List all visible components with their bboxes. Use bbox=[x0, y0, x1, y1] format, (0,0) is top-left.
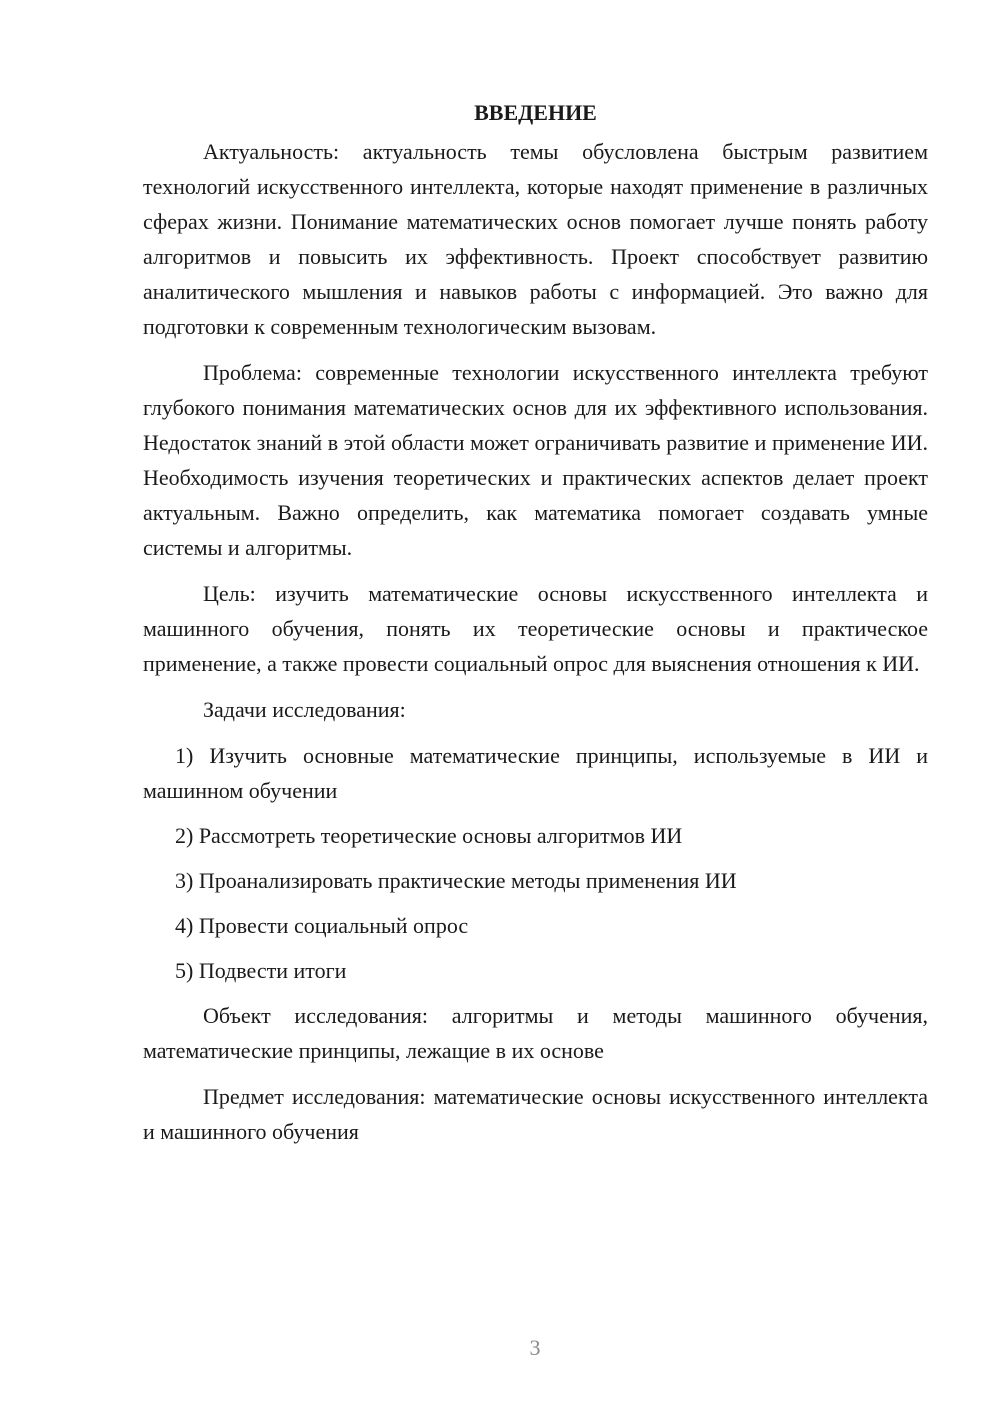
task-item: 5) Подвести итоги bbox=[175, 958, 347, 983]
tasks-list bbox=[143, 738, 928, 988]
document-page bbox=[143, 95, 928, 1160]
subject-paragraph: Предмет исследования: математические основы искусственного интеллекта и машинного обучения bbox=[143, 1084, 928, 1144]
goal-paragraph: Цель: изучить математические основы искусственного интеллекта и машинного обучения, понять их теоретические основы и практическое применение, а также провести социальный опрос для выяснения отношения к ИИ. bbox=[143, 581, 928, 676]
relevance-paragraph: Актуальность: актуальность темы обусловлена быстрым развитием технологий искусственного интеллекта, которые находят применение в различных сферах жизни. Понимание математических основ помогает лучше понять работу алгоритмов и повысить их эффективность. Проект способствует развитию аналитического мышления и навыков работы с информацией. Это важно для подготовки к современным технологическим вызовам. bbox=[143, 139, 928, 339]
object-paragraph: Объект исследования: алгоритмы и методы машинного обучения, математические принципы, лежащие в их основе bbox=[143, 1003, 928, 1063]
task-item: 3) Проанализировать практические методы применения ИИ bbox=[175, 868, 737, 893]
tasks-label: Задачи исследования: bbox=[203, 697, 406, 722]
task-item: 2) Рассмотреть теоретические основы алгоритмов ИИ bbox=[175, 823, 683, 848]
page-title: ВВЕДЕНИЕ bbox=[474, 100, 597, 125]
page-number: 3 bbox=[529, 1335, 541, 1360]
task-item: 1) Изучить основные математические принципы, используемые в ИИ и машинном обучении bbox=[143, 743, 928, 803]
problem-paragraph: Проблема: современные технологии искусственного интеллекта требуют глубокого понимания математических основ для их эффективного использования. Недостаток знаний в этой области может ограничивать развитие и применение ИИ. Необходимость изучения теоретических и практических аспектов делает проект актуальным. Важно определить, как математика помогает создавать умные системы и алгоритмы. bbox=[143, 360, 928, 560]
task-item: 4) Провести социальный опрос bbox=[175, 913, 469, 938]
